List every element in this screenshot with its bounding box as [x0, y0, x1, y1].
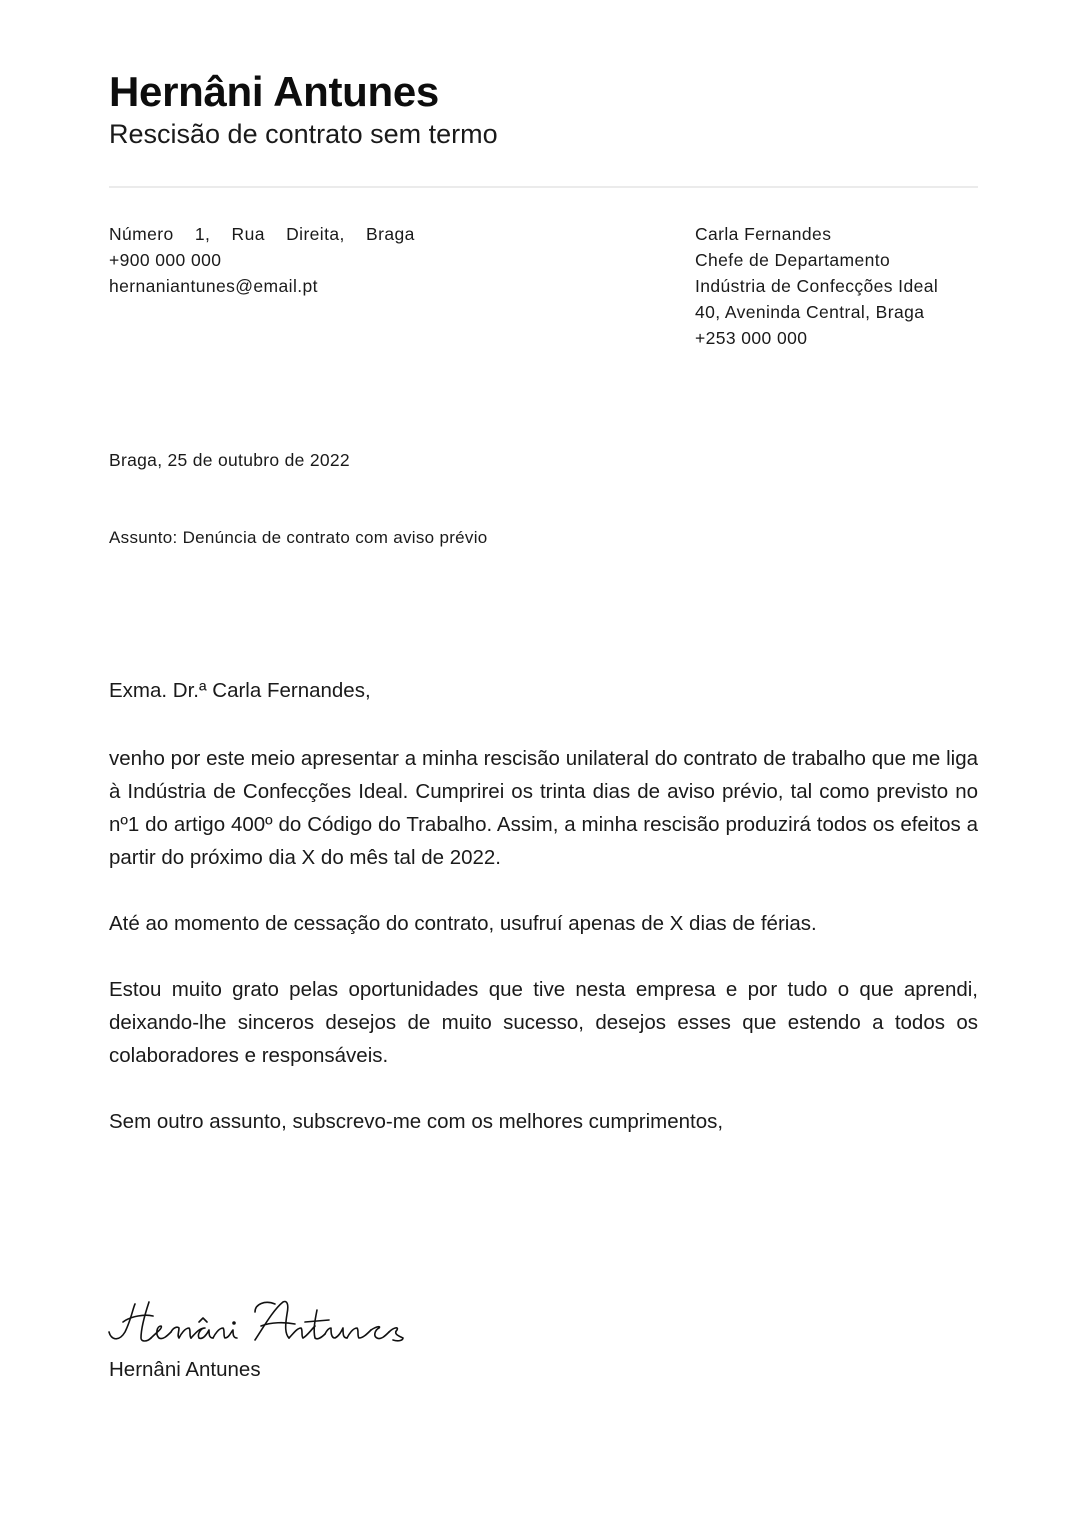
letter-page: [109, 0, 978, 1536]
header-divider: [109, 186, 978, 188]
letter-body: [109, 742, 978, 1171]
signer-name: Hernâni Antunes: [109, 1358, 261, 1381]
author-name: Hernâni Antunes: [109, 68, 439, 115]
letter-date: Braga, 25 de outubro de 2022: [109, 450, 350, 470]
letter-subject: Assunto: Denúncia de contrato com aviso prévio: [109, 528, 488, 547]
sender-block: [109, 221, 415, 299]
recipient-address: 40, Aveninda Central, Braga: [695, 302, 925, 322]
recipient-company: Indústria de Confecções Ideal: [695, 276, 939, 296]
handwritten-signature: [105, 1292, 415, 1361]
sender-email: hernaniantunes@email.pt: [109, 276, 318, 296]
signature-drawing: [105, 1292, 415, 1356]
sender-address: Número 1, Rua Direita, Braga: [109, 224, 415, 244]
recipient-role: Chefe de Departamento: [695, 250, 891, 270]
body-paragraph: venho por este meio apresentar a minha rescisão unilateral do contrato de trabalho que me liga à Indústria de Confecções Ideal. Cumprirei os trinta dias de aviso prévio, tal como previsto no nº1 do artigo 400º do Código do Trabalho. Assim, a minha rescisão produzirá todos os efeitos a partir do próximo dia X do mês tal de 2022.: [109, 747, 978, 869]
recipient-phone: +253 000 000: [695, 328, 808, 348]
recipient-name: Carla Fernandes: [695, 224, 832, 244]
recipient-block: [695, 221, 938, 351]
closing-paragraph: Sem outro assunto, subscrevo-me com os melhores cumprimentos,: [109, 1110, 724, 1133]
body-paragraph: Estou muito grato pelas oportunidades que tive nesta empresa e por tudo o que aprendi, deixando-lhe sinceros desejos de muito sucesso, desejos esses que estendo a todos os colaboradores e responsáveis.: [109, 978, 978, 1067]
document-subtitle: Rescisão de contrato sem termo: [109, 119, 498, 149]
sender-phone: +900 000 000: [109, 250, 222, 270]
body-paragraph: Até ao momento de cessação do contrato, usufruí apenas de X dias de férias.: [109, 912, 817, 935]
salutation: Exma. Dr.ª Carla Fernandes,: [109, 679, 371, 702]
